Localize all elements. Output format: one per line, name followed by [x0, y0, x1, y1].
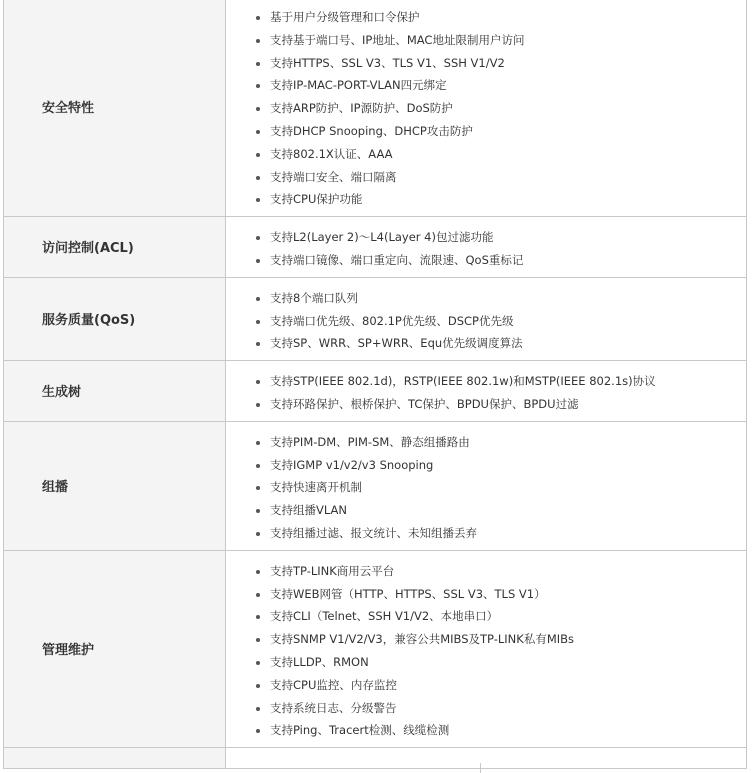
feature-item: 支持802.1X认证、AAA: [256, 143, 746, 166]
spec-row: [4, 421, 747, 550]
category-label: 访问控制(ACL): [4, 217, 226, 278]
feature-cell: [226, 421, 747, 550]
feature-item: 支持CPU监控、内存监控: [256, 674, 746, 697]
feature-item: 支持IP-MAC-PORT-VLAN四元绑定: [256, 74, 746, 97]
category-label: 生成树: [4, 361, 226, 422]
spec-row-partial: [4, 748, 747, 769]
feature-item: 支持快速离开机制: [256, 476, 746, 499]
feature-item: 支持Ping、Tracert检测、线缆检测: [256, 719, 746, 742]
feature-item: 支持系统日志、分级警告: [256, 697, 746, 720]
feature-item: 支持环路保护、根桥保护、TC保护、BPDU保护、BPDU过滤: [256, 393, 746, 416]
feature-item: 支持组播VLAN: [256, 499, 746, 522]
feature-cell: [226, 217, 747, 278]
spec-row: [4, 217, 747, 278]
feature-list: [256, 287, 746, 355]
feature-item: 支持IGMP v1/v2/v3 Snooping: [256, 454, 746, 477]
feature-item: 支持端口优先级、802.1P优先级、DSCP优先级: [256, 310, 746, 333]
feature-list: [256, 6, 746, 211]
feature-item: 支持WEB网管（HTTP、HTTPS、SSL V3、TLS V1）: [256, 583, 746, 606]
feature-item: 支持DHCP Snooping、DHCP攻击防护: [256, 120, 746, 143]
feature-cell: [226, 277, 747, 360]
feature-cell: [226, 361, 747, 422]
feature-item: 支持LLDP、RMON: [256, 651, 746, 674]
feature-item: 支持HTTPS、SSL V3、TLS V1、SSH V1/V2: [256, 52, 746, 75]
feature-list: [256, 370, 746, 416]
feature-item: 支持PIM-DM、PIM-SM、静态组播路由: [256, 431, 746, 454]
category-label: 管理维护: [4, 550, 226, 747]
feature-item: 支持8个端口队列: [256, 287, 746, 310]
feature-item: 基于用户分级管理和口令保护: [256, 6, 746, 29]
cell-divider: [480, 763, 481, 773]
feature-item: 支持端口镜像、端口重定向、流限速、QoS重标记: [256, 249, 746, 272]
feature-item: 支持端口安全、端口隔离: [256, 166, 746, 189]
feature-list: [256, 431, 746, 545]
spec-table-body: [4, 0, 747, 769]
category-label: 服务质量(QoS): [4, 277, 226, 360]
feature-item: 支持L2(Layer 2)～L4(Layer 4)包过滤功能: [256, 226, 746, 249]
feature-cell: [226, 0, 747, 217]
category-label: 组播: [4, 421, 226, 550]
feature-item: 支持ARP防护、IP源防护、DoS防护: [256, 97, 746, 120]
feature-list: [256, 560, 746, 742]
feature-list: [256, 226, 746, 272]
feature-item: 支持组播过滤、报文统计、未知组播丢弃: [256, 522, 746, 545]
spec-row: [4, 361, 747, 422]
feature-item: 支持TP-LINK商用云平台: [256, 560, 746, 583]
spec-row: [4, 550, 747, 747]
spec-row: [4, 0, 747, 217]
feature-item: 支持STP(IEEE 802.1d)，RSTP(IEEE 802.1w)和MSTP(IEEE 802.1s)协议: [256, 370, 746, 393]
feature-item: 支持CPU保护功能: [256, 188, 746, 211]
feature-cell: [226, 550, 747, 747]
category-label: 安全特性: [4, 0, 226, 217]
feature-item: 支持CLI（Telnet、SSH V1/V2、本地串口）: [256, 605, 746, 628]
feature-item: 支持SNMP V1/V2/V3，兼容公共MIBS及TP-LINK私有MIBs: [256, 628, 746, 651]
spec-row: [4, 277, 747, 360]
spec-table: [3, 0, 747, 769]
feature-cell-empty: [226, 748, 747, 769]
feature-item: 支持基于端口号、IP地址、MAC地址限制用户访问: [256, 29, 746, 52]
category-cell-empty: [4, 748, 226, 769]
feature-item: 支持SP、WRR、SP+WRR、Equ优先级调度算法: [256, 332, 746, 355]
